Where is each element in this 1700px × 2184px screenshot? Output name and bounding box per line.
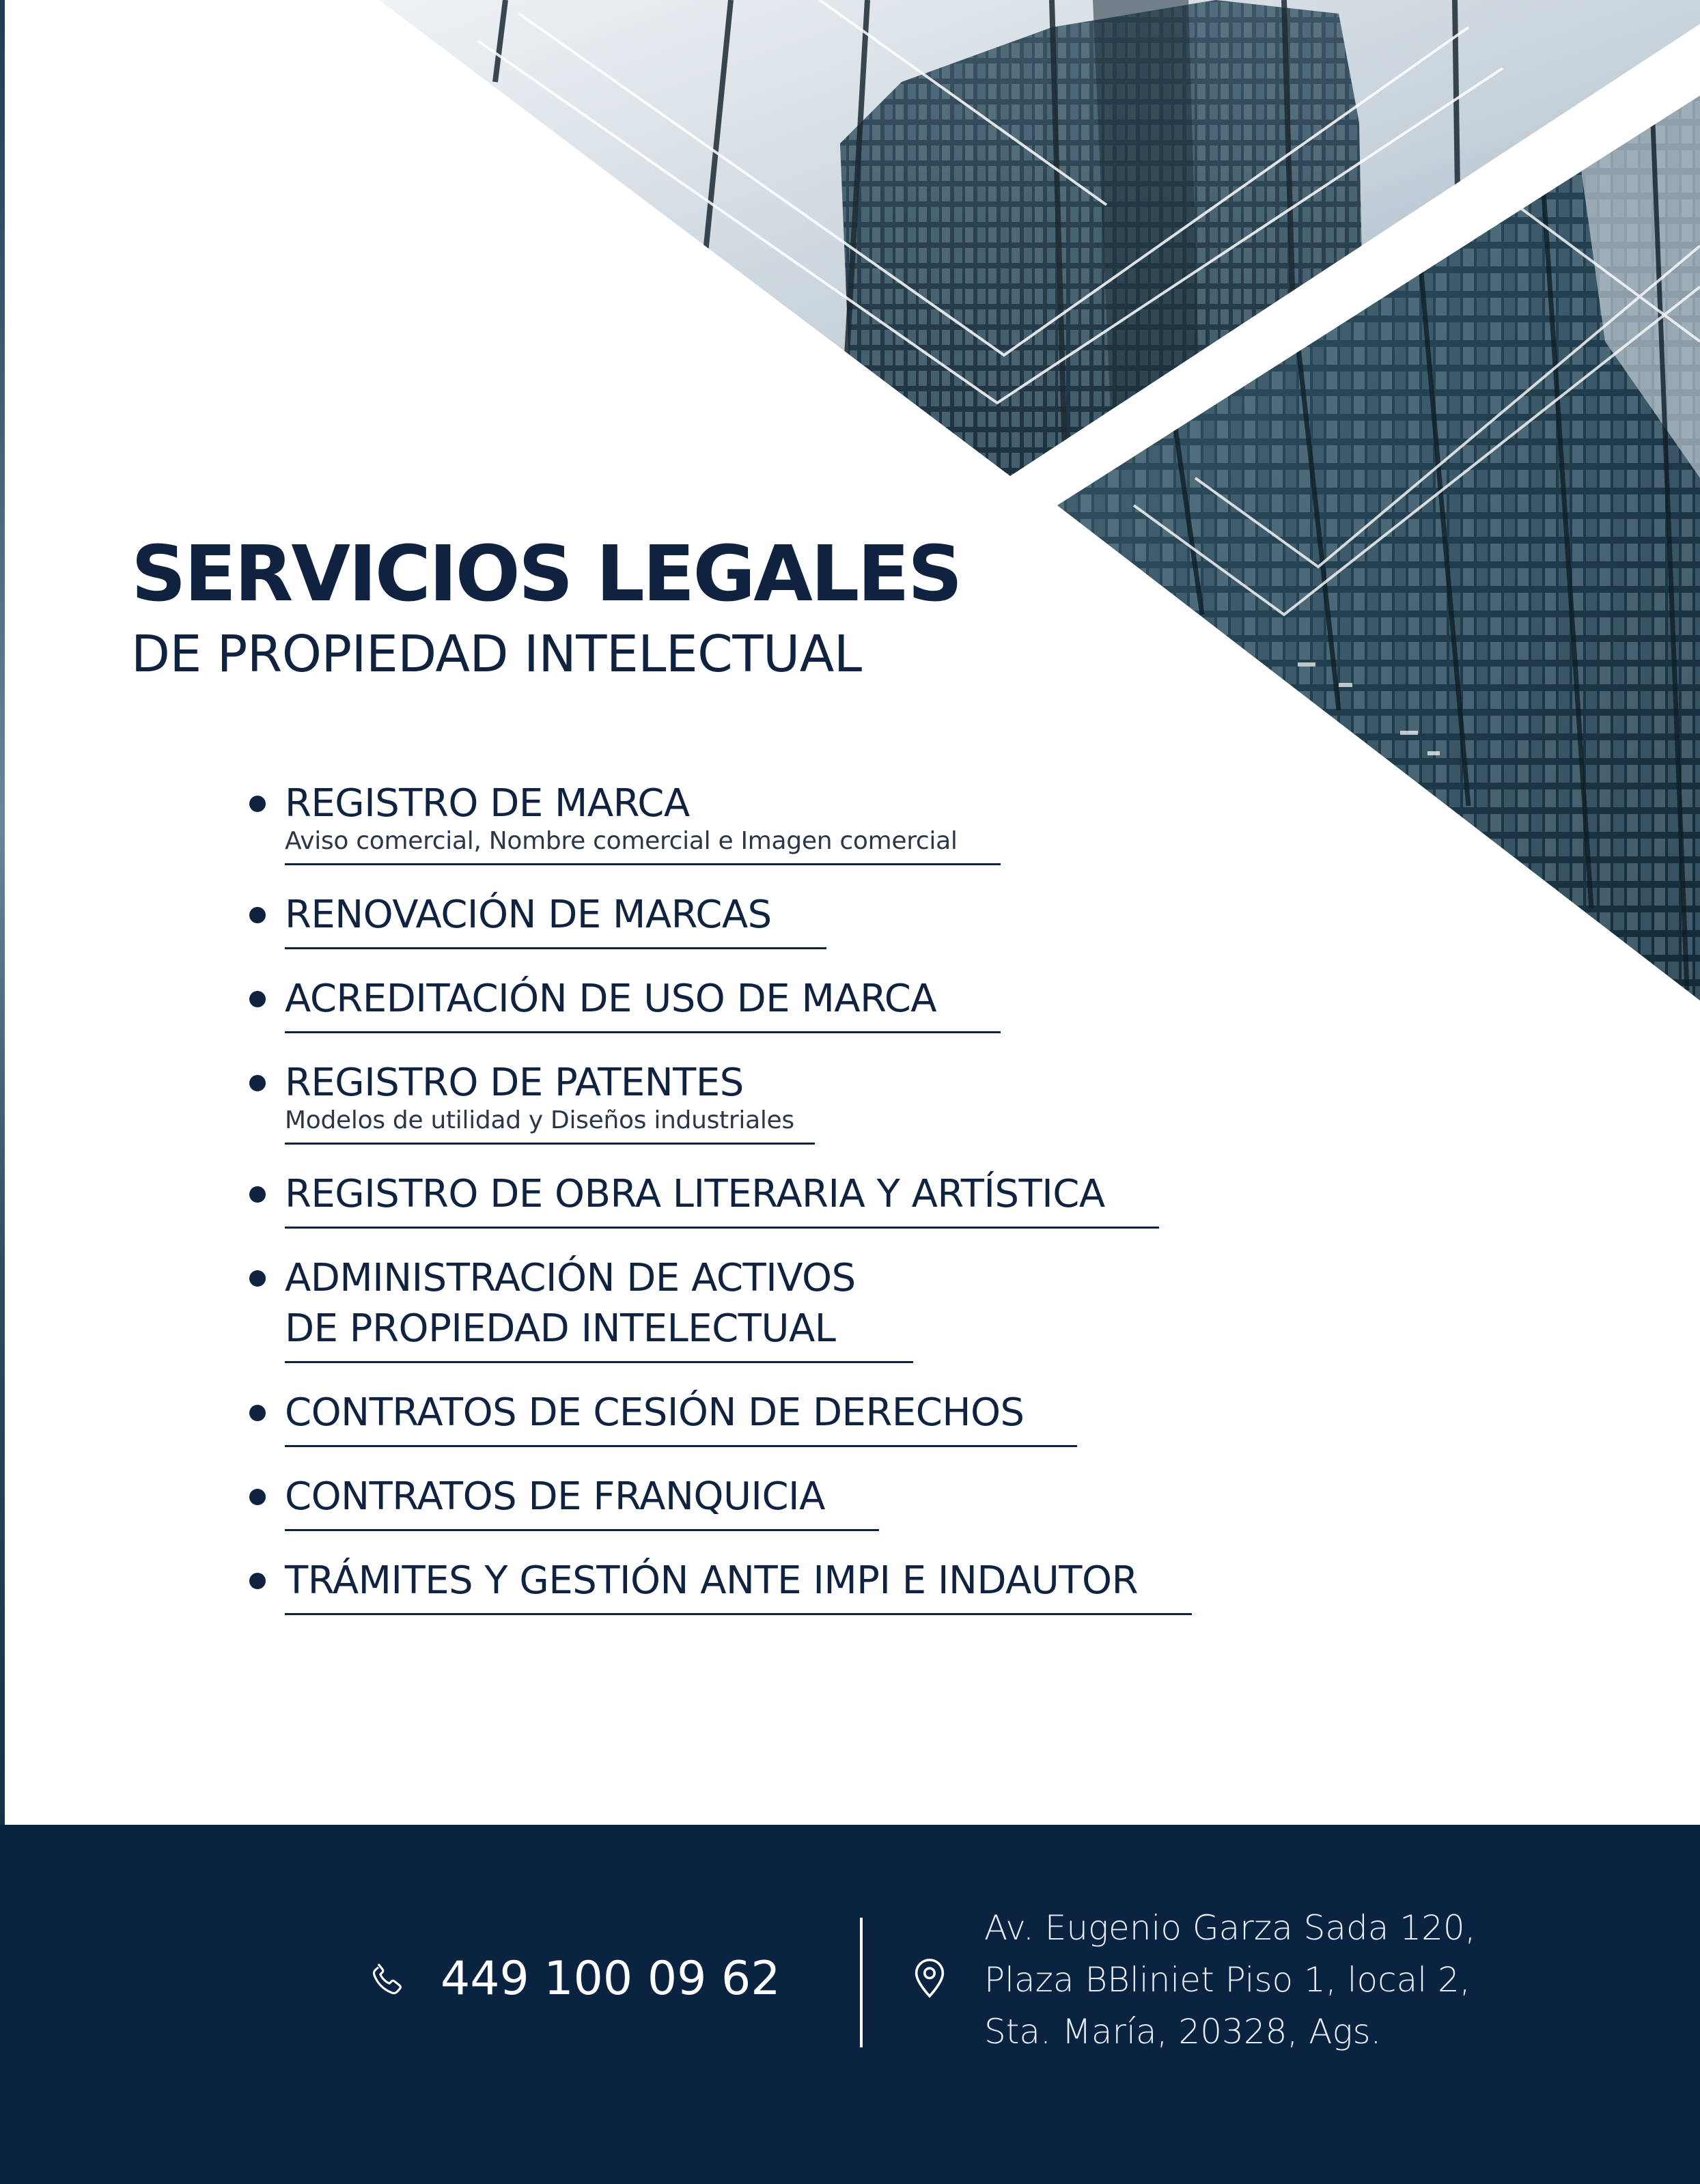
bullet: [249, 1573, 266, 1589]
service-title: REGISTRO DE PATENTES: [285, 1061, 744, 1105]
service-underline: [285, 1613, 1192, 1615]
service-item: [249, 1253, 1274, 1363]
service-title: RENOVACIÓN DE MARCAS: [285, 893, 772, 937]
bullet: [249, 1075, 266, 1091]
bullet: [249, 1186, 266, 1203]
service-underline: [285, 1143, 815, 1145]
phone-number[interactable]: 449 100 09 62: [441, 1952, 781, 2006]
service-underline: [285, 1031, 1001, 1033]
service-item: [249, 1169, 1274, 1229]
services-list: [249, 779, 1274, 1615]
service-item: [249, 890, 1274, 949]
service-underline: [285, 947, 826, 949]
page-title: SERVICIOS LEGALES: [131, 530, 961, 619]
service-item: [249, 1058, 1274, 1145]
title-block: [131, 530, 961, 684]
address-line: Plaza BBliniet Piso 1, local 2,: [984, 1960, 1471, 2000]
service-underline: [285, 1361, 913, 1363]
address-block: [984, 1902, 1476, 2058]
phone-icon: [367, 1960, 407, 2000]
address-line: Av. Eugenio Garza Sada 120,: [984, 1908, 1476, 1948]
bullet: [249, 907, 266, 923]
service-title-line-2: DE PROPIEDAD INTELECTUAL: [285, 1306, 836, 1351]
service-item: [249, 1556, 1274, 1615]
bullet: [249, 1270, 266, 1287]
service-underline: [285, 1529, 879, 1531]
service-item: [249, 1472, 1274, 1531]
service-title: ACREDITACIÓN DE USO DE MARCA: [285, 977, 937, 1021]
service-underline: [285, 1445, 1077, 1447]
map-pin-icon: [912, 1957, 947, 2000]
page-subtitle: DE PROPIEDAD INTELECTUAL: [131, 625, 862, 684]
address-line: Sta. María, 20328, Ags.: [984, 2012, 1382, 2052]
service-title: REGISTRO DE OBRA LITERARIA Y ARTÍSTICA: [285, 1172, 1105, 1216]
service-title: CONTRATOS DE CESIÓN DE DERECHOS: [285, 1390, 1025, 1435]
service-title: CONTRATOS DE FRANQUICIA: [285, 1474, 825, 1519]
bullet: [249, 991, 266, 1007]
service-title: ADMINISTRACIÓN DE ACTIVOS: [285, 1256, 856, 1300]
bullet: [249, 1405, 266, 1421]
service-underline: [285, 1227, 1159, 1229]
footer-divider: [860, 1918, 863, 2047]
service-item: [249, 974, 1274, 1033]
service-item: [249, 779, 1274, 865]
bullet: [249, 1489, 266, 1505]
service-underline: [285, 863, 1001, 865]
service-title: REGISTRO DE MARCA: [285, 781, 690, 826]
service-title: TRÁMITES Y GESTIÓN ANTE IMPI E INDAUTOR: [285, 1558, 1138, 1603]
bullet: [249, 796, 266, 812]
service-item: [249, 1388, 1274, 1447]
service-subtitle: Aviso comercial, Nombre comercial e Imagen comercial: [285, 827, 958, 855]
service-subtitle: Modelos de utilidad y Diseños industriales: [285, 1106, 794, 1134]
